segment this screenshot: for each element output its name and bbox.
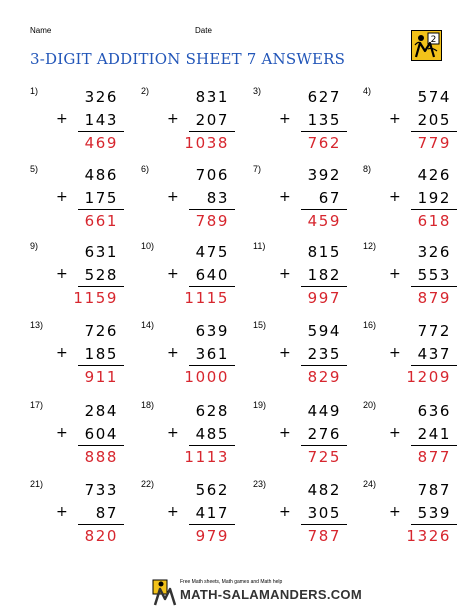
- plus-sign: +: [279, 266, 291, 282]
- problem-1: [30, 86, 140, 176]
- plus-sign: +: [389, 189, 401, 205]
- answer: 1326: [406, 527, 451, 545]
- problem-number: 1): [30, 86, 39, 96]
- answer: 789: [195, 212, 229, 230]
- sum-line: [189, 445, 235, 446]
- sum-line: [301, 209, 347, 210]
- problem-number: 7): [253, 164, 262, 174]
- top-addend: 475: [195, 243, 229, 261]
- sum-line: [189, 131, 235, 132]
- sum-line: [301, 365, 347, 366]
- answer: 779: [417, 134, 451, 152]
- bottom-addend: 192: [417, 189, 451, 207]
- plus-sign: +: [167, 266, 179, 282]
- problem-10: [141, 241, 251, 331]
- top-addend: 726: [84, 322, 118, 340]
- top-addend: 627: [307, 88, 341, 106]
- plus-sign: +: [167, 189, 179, 205]
- problem-17: [30, 400, 140, 490]
- answer: 1115: [184, 289, 229, 307]
- page-title: 3-DIGIT ADDITION SHEET 7 ANSWERS: [30, 50, 346, 68]
- top-addend: 594: [307, 322, 341, 340]
- sum-line: [78, 524, 124, 525]
- answer: 877: [417, 448, 451, 466]
- sum-line: [411, 524, 457, 525]
- plus-sign: +: [389, 345, 401, 361]
- sum-line: [411, 365, 457, 366]
- sum-line: [189, 365, 235, 366]
- footer: [150, 575, 362, 609]
- plus-sign: +: [167, 504, 179, 520]
- problem-number: 10): [141, 241, 155, 251]
- bottom-addend: 175: [84, 189, 118, 207]
- bottom-addend: 83: [206, 189, 229, 207]
- plus-sign: +: [389, 504, 401, 520]
- problem-11: [253, 241, 363, 331]
- answer: 787: [307, 527, 341, 545]
- answer: 1209: [406, 368, 451, 386]
- top-addend: 326: [417, 243, 451, 261]
- problem-number: 12): [363, 241, 377, 251]
- sum-line: [78, 365, 124, 366]
- plus-sign: +: [389, 111, 401, 127]
- problem-number: 11): [253, 241, 266, 251]
- plus-sign: +: [279, 189, 291, 205]
- top-addend: 449: [307, 402, 341, 420]
- answer: 879: [417, 289, 451, 307]
- salamander-logo-icon: [411, 30, 442, 61]
- sum-line: [411, 131, 457, 132]
- answer: 820: [84, 527, 118, 545]
- problem-12: [363, 241, 473, 331]
- problem-4: [363, 86, 473, 176]
- bottom-addend: 361: [195, 345, 229, 363]
- plus-sign: +: [167, 111, 179, 127]
- date-label: Date: [195, 26, 212, 35]
- answer: 888: [84, 448, 118, 466]
- problem-21: [30, 479, 140, 569]
- bottom-addend: 143: [84, 111, 118, 129]
- sum-line: [78, 131, 124, 132]
- answer: 725: [307, 448, 341, 466]
- problem-number: 6): [141, 164, 150, 174]
- bottom-addend: 528: [84, 266, 118, 284]
- answer: 661: [84, 212, 118, 230]
- answer: 979: [195, 527, 229, 545]
- top-addend: 706: [195, 166, 229, 184]
- problem-number: 15): [253, 320, 267, 330]
- top-addend: 326: [84, 88, 118, 106]
- answer: 829: [307, 368, 341, 386]
- sum-line: [301, 445, 347, 446]
- plus-sign: +: [56, 345, 68, 361]
- problem-number: 19): [253, 400, 267, 410]
- problem-number: 13): [30, 320, 44, 330]
- problem-number: 22): [141, 479, 155, 489]
- top-addend: 831: [195, 88, 229, 106]
- sum-line: [189, 209, 235, 210]
- problem-15: [253, 320, 363, 410]
- top-addend: 284: [84, 402, 118, 420]
- plus-sign: +: [56, 504, 68, 520]
- problem-number: 2): [141, 86, 150, 96]
- bottom-addend: 135: [307, 111, 341, 129]
- sum-line: [189, 286, 235, 287]
- bottom-addend: 437: [417, 345, 451, 363]
- problem-number: 23): [253, 479, 267, 489]
- plus-sign: +: [56, 425, 68, 441]
- plus-sign: +: [389, 266, 401, 282]
- problem-18: [141, 400, 251, 490]
- problem-number: 3): [253, 86, 262, 96]
- problem-13: [30, 320, 140, 410]
- bottom-addend: 185: [84, 345, 118, 363]
- bottom-addend: 640: [195, 266, 229, 284]
- problem-3: [253, 86, 363, 176]
- bottom-addend: 553: [417, 266, 451, 284]
- top-addend: 392: [307, 166, 341, 184]
- bottom-addend: 305: [307, 504, 341, 522]
- top-addend: 787: [417, 481, 451, 499]
- problem-19: [253, 400, 363, 490]
- problem-number: 8): [363, 164, 372, 174]
- salamander-footer-icon: [150, 577, 180, 607]
- top-addend: 574: [417, 88, 451, 106]
- answer: 1159: [73, 289, 118, 307]
- answer: 1113: [184, 448, 229, 466]
- top-addend: 628: [195, 402, 229, 420]
- problem-23: [253, 479, 363, 569]
- top-addend: 636: [417, 402, 451, 420]
- top-addend: 562: [195, 481, 229, 499]
- bottom-addend: 604: [84, 425, 118, 443]
- problem-9: [30, 241, 140, 331]
- name-label: Name: [30, 26, 52, 35]
- plus-sign: +: [56, 111, 68, 127]
- plus-sign: +: [279, 504, 291, 520]
- top-addend: 631: [84, 243, 118, 261]
- problem-number: 9): [30, 241, 39, 251]
- problem-number: 16): [363, 320, 377, 330]
- footer-brand: MATH-SALAMANDERS.COM: [180, 587, 362, 602]
- answer: 911: [84, 368, 118, 386]
- sum-line: [301, 131, 347, 132]
- answer: 618: [417, 212, 451, 230]
- sum-line: [301, 286, 347, 287]
- bottom-addend: 87: [95, 504, 118, 522]
- sum-line: [411, 209, 457, 210]
- answer: 1038: [184, 134, 229, 152]
- problem-number: 4): [363, 86, 372, 96]
- logo-number: 2: [430, 35, 437, 45]
- bottom-addend: 276: [307, 425, 341, 443]
- top-addend: 486: [84, 166, 118, 184]
- sum-line: [78, 209, 124, 210]
- bottom-addend: 207: [195, 111, 229, 129]
- answer: 997: [307, 289, 341, 307]
- sum-line: [78, 445, 124, 446]
- footer-tagline: Free Math sheets, Math games and Math help: [180, 579, 283, 585]
- problem-number: 18): [141, 400, 155, 410]
- top-addend: 815: [307, 243, 341, 261]
- problem-16: [363, 320, 473, 410]
- bottom-addend: 241: [417, 425, 451, 443]
- sum-line: [78, 286, 124, 287]
- problem-2: [141, 86, 251, 176]
- sum-line: [189, 524, 235, 525]
- bottom-addend: 205: [417, 111, 451, 129]
- problem-20: [363, 400, 473, 490]
- bottom-addend: 67: [318, 189, 341, 207]
- bottom-addend: 417: [195, 504, 229, 522]
- answer: 469: [84, 134, 118, 152]
- bottom-addend: 235: [307, 345, 341, 363]
- sum-line: [411, 445, 457, 446]
- answer: 459: [307, 212, 341, 230]
- answer: 1000: [184, 368, 229, 386]
- plus-sign: +: [167, 425, 179, 441]
- problem-number: 5): [30, 164, 39, 174]
- problem-24: [363, 479, 473, 569]
- bottom-addend: 485: [195, 425, 229, 443]
- top-addend: 772: [417, 322, 451, 340]
- bottom-addend: 182: [307, 266, 341, 284]
- problem-number: 14): [141, 320, 155, 330]
- problem-14: [141, 320, 251, 410]
- bottom-addend: 539: [417, 504, 451, 522]
- plus-sign: +: [279, 345, 291, 361]
- top-addend: 733: [84, 481, 118, 499]
- answer: 762: [307, 134, 341, 152]
- plus-sign: +: [167, 345, 179, 361]
- sum-line: [301, 524, 347, 525]
- plus-sign: +: [56, 189, 68, 205]
- problem-number: 24): [363, 479, 377, 489]
- plus-sign: +: [56, 266, 68, 282]
- plus-sign: +: [279, 111, 291, 127]
- problem-number: 17): [30, 400, 44, 410]
- problem-22: [141, 479, 251, 569]
- problem-number: 20): [363, 400, 377, 410]
- sum-line: [411, 286, 457, 287]
- top-addend: 426: [417, 166, 451, 184]
- plus-sign: +: [389, 425, 401, 441]
- plus-sign: +: [279, 425, 291, 441]
- problem-number: 21): [30, 479, 44, 489]
- top-addend: 482: [307, 481, 341, 499]
- top-addend: 639: [195, 322, 229, 340]
